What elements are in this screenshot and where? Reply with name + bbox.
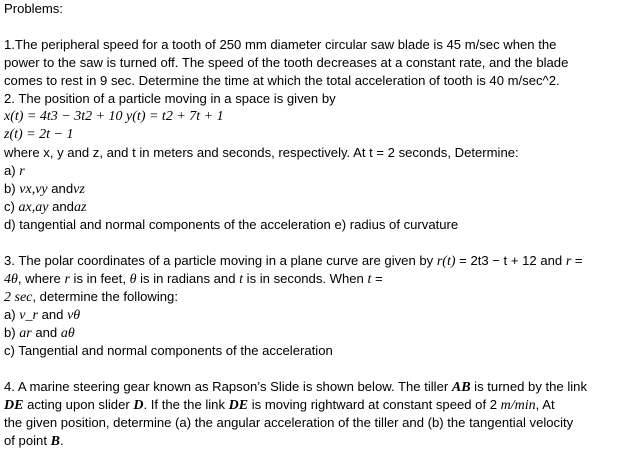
part-label: b) xyxy=(4,181,20,196)
bold-math-de: DE xyxy=(4,398,24,413)
text: 3. The polar coordinates of a particle moving in a plane curve are given by xyxy=(4,253,437,268)
text: . If the the link xyxy=(143,397,229,412)
text: is in radians and xyxy=(136,271,240,286)
problem-2-part-b xyxy=(4,180,621,198)
math-r-vector: r⃗ xyxy=(19,164,36,179)
text: . xyxy=(59,433,64,448)
math-ax-ay: ax,ay xyxy=(18,200,49,215)
math-v-r: v_r xyxy=(19,308,38,323)
problem-2-equation-z: z(t) = 2t − 1 xyxy=(4,127,74,142)
text: = xyxy=(371,271,383,286)
problem-3-line-1 xyxy=(4,252,621,270)
problems-document xyxy=(4,0,621,450)
text: , where xyxy=(17,271,65,286)
text: , At xyxy=(535,397,555,412)
problem-2-line-where: where x, y and z, and t in meters and seconds, respectively. At t = 2 seconds, Determine: xyxy=(4,145,519,160)
conjunction: and xyxy=(47,181,74,196)
problem-4-line-4 xyxy=(4,432,621,450)
math-r: r xyxy=(565,254,572,269)
math-v-theta: vθ xyxy=(67,308,81,323)
math-vz: vz xyxy=(73,182,85,197)
math-2sec: 2 sec xyxy=(4,290,33,305)
math-theta: θ xyxy=(129,272,137,287)
math-r-of-t: r(t) xyxy=(436,254,456,269)
math-vx-vy: vx,vy xyxy=(19,182,48,197)
math-t: t xyxy=(239,272,244,287)
part-label: b) xyxy=(4,325,20,340)
conjunction: and xyxy=(31,325,61,340)
math-t: t xyxy=(367,272,372,287)
problem-1-line-1: 1.The peripheral speed for a tooth of 250 mm diameter circular saw blade is 45 m/sec when the xyxy=(4,37,557,52)
text: = 2t3 − t + 12 and xyxy=(455,253,566,268)
math-ar: ar xyxy=(19,326,32,341)
heading: Problems: xyxy=(4,1,63,16)
spacer xyxy=(4,360,621,378)
bold-math-b: B xyxy=(50,434,60,449)
problem-2-part-d: d) tangential and normal components of the acceleration e) radius of curvature xyxy=(4,217,459,232)
conjunction: and xyxy=(48,199,74,214)
math-a-theta: aθ xyxy=(60,326,75,341)
text: is in feet, xyxy=(69,271,130,286)
problem-2-equation-xy: x(t) = 4t3 − 3t2 + 10 y(t) = t2 + 7t + 1 xyxy=(4,109,224,124)
math-r: r xyxy=(64,272,70,287)
problem-2-part-c xyxy=(4,198,621,216)
bold-math-ab: AB xyxy=(451,380,471,395)
problem-3-line-3 xyxy=(4,288,621,306)
text: , determine the following: xyxy=(32,289,178,304)
math-4theta: 4θ xyxy=(4,272,18,287)
conjunction: and xyxy=(37,307,68,322)
problem-2-line-1: 2. The position of a particle moving in a space is given by xyxy=(4,91,336,106)
math-m-per-min: m/min xyxy=(500,398,536,413)
spacer xyxy=(4,234,621,252)
problem-4-line-2 xyxy=(4,396,621,414)
problem-3-part-c: c) Tangential and normal components of the acceleration xyxy=(4,343,333,358)
part-label: a) xyxy=(4,307,20,322)
math-az: az xyxy=(73,200,87,215)
problem-3-part-a xyxy=(4,306,621,324)
text: acting upon slider xyxy=(23,397,134,412)
text: is moving rightward at constant speed of 2 xyxy=(248,397,501,412)
problem-3-line-2 xyxy=(4,270,621,288)
text: is in seconds. When xyxy=(243,271,368,286)
text: is turned by the link xyxy=(470,379,587,394)
text: of point xyxy=(4,433,51,448)
problem-4-line-3: the given position, determine (a) the angular acceleration of the tiller and (b) the tangential velocity xyxy=(4,415,574,430)
problem-1-line-2: power to the saw is turned off. The speed of the tooth decreases at a constant rate, and the blade xyxy=(4,55,569,70)
bold-math-d: D xyxy=(133,398,144,413)
text: 4. A marine steering gear known as Rapson’s Slide is shown below. The tiller xyxy=(4,379,452,394)
bold-math-de: DE xyxy=(228,398,249,413)
problem-4-line-1 xyxy=(4,378,621,396)
problem-2-part-a xyxy=(4,162,621,180)
problem-1-line-3: comes to rest in 9 sec. Determine the time at which the total acceleration of tooth is 40 m/sec^2. xyxy=(4,73,560,88)
part-label: a) xyxy=(4,163,20,178)
spacer xyxy=(4,18,621,36)
part-label: c) xyxy=(4,199,19,214)
problem-3-part-b xyxy=(4,324,621,342)
text: = xyxy=(571,253,583,268)
